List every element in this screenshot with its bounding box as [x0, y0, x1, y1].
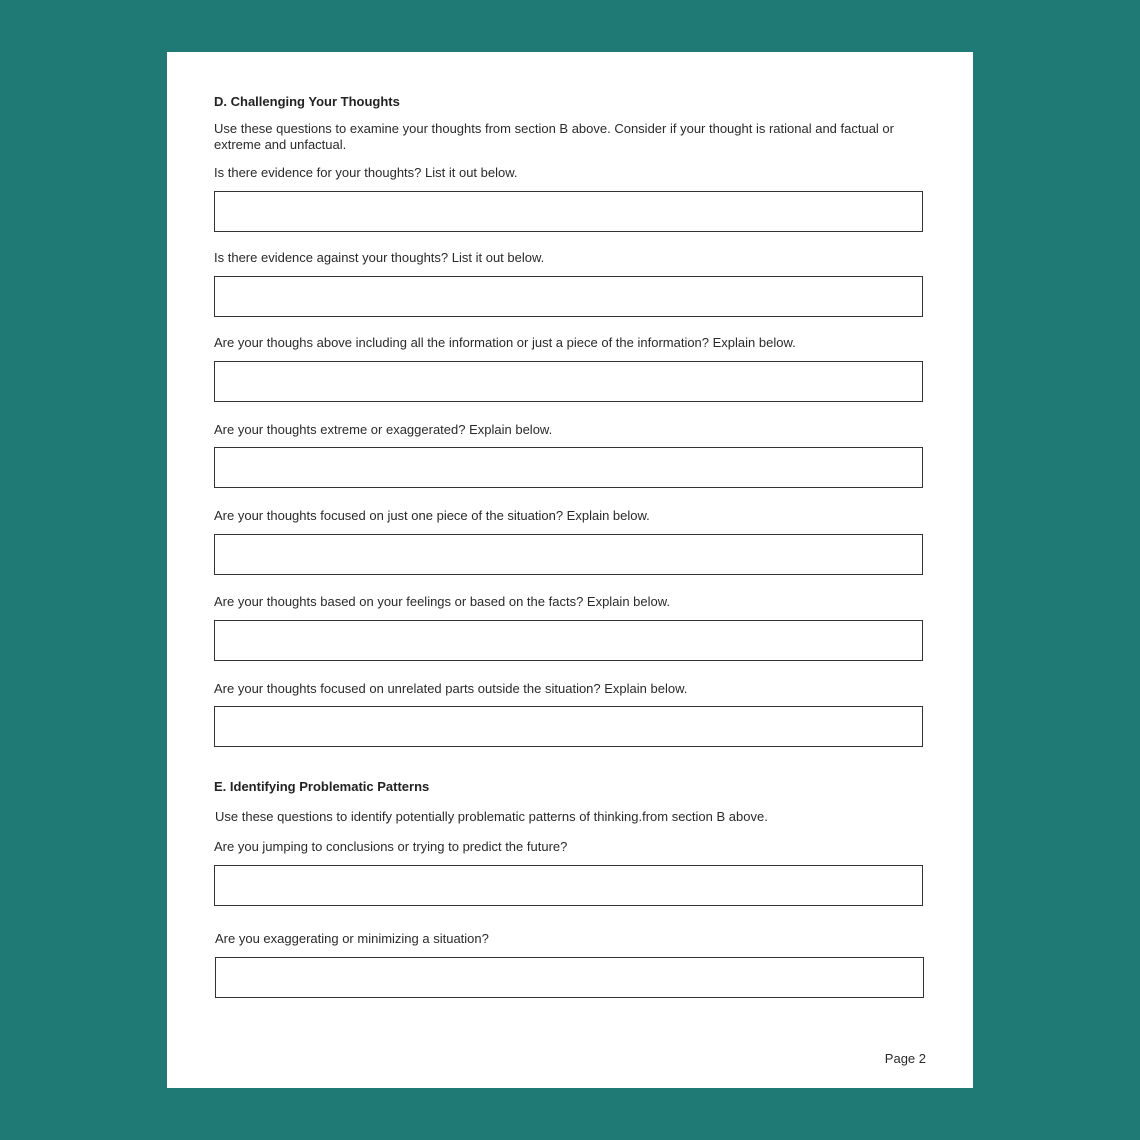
- section-d-intro: Use these questions to examine your thoughts from section B above. Consider if your thought is rational and factual or extreme and unfactual.: [214, 121, 894, 152]
- question-unrelated-parts: Are your thoughts focused on unrelated parts outside the situation? Explain below.: [214, 681, 688, 696]
- section-d-title: D. Challenging Your Thoughts: [214, 94, 400, 109]
- answer-box-feelings-facts[interactable]: [214, 620, 923, 661]
- section-e-title: E. Identifying Problematic Patterns: [214, 779, 430, 794]
- page-number: Page 2: [884, 1051, 926, 1066]
- section-e-intro: Use these questions to identify potentially problematic patterns of thinking.from section B above.: [215, 809, 768, 824]
- answer-box-jumping-conclusions[interactable]: [214, 865, 923, 906]
- answer-box-evidence-against[interactable]: [214, 276, 923, 317]
- question-evidence-for: Is there evidence for your thoughts? List it out below.: [214, 165, 518, 180]
- question-evidence-against: Is there evidence against your thoughts? List it out below.: [214, 250, 545, 265]
- answer-box-unrelated-parts[interactable]: [214, 706, 923, 747]
- question-all-information: Are your thoughs above including all the information or just a piece of the information? Explain below.: [214, 335, 796, 350]
- answer-box-exaggerating-minimizing[interactable]: [215, 957, 924, 998]
- question-jumping-conclusions: Are you jumping to conclusions or trying to predict the future?: [214, 839, 568, 854]
- question-exaggerating-minimizing: Are you exaggerating or minimizing a situation?: [215, 931, 489, 946]
- answer-box-one-piece[interactable]: [214, 534, 923, 575]
- answer-box-extreme-exaggerated[interactable]: [214, 447, 923, 488]
- question-one-piece: Are your thoughts focused on just one piece of the situation? Explain below.: [214, 508, 650, 523]
- question-feelings-facts: Are your thoughts based on your feelings or based on the facts? Explain below.: [214, 594, 671, 609]
- worksheet-page: [167, 52, 973, 1088]
- answer-box-evidence-for[interactable]: [214, 191, 923, 232]
- question-extreme-exaggerated: Are your thoughts extreme or exaggerated? Explain below.: [214, 422, 553, 437]
- answer-box-all-information[interactable]: [214, 361, 923, 402]
